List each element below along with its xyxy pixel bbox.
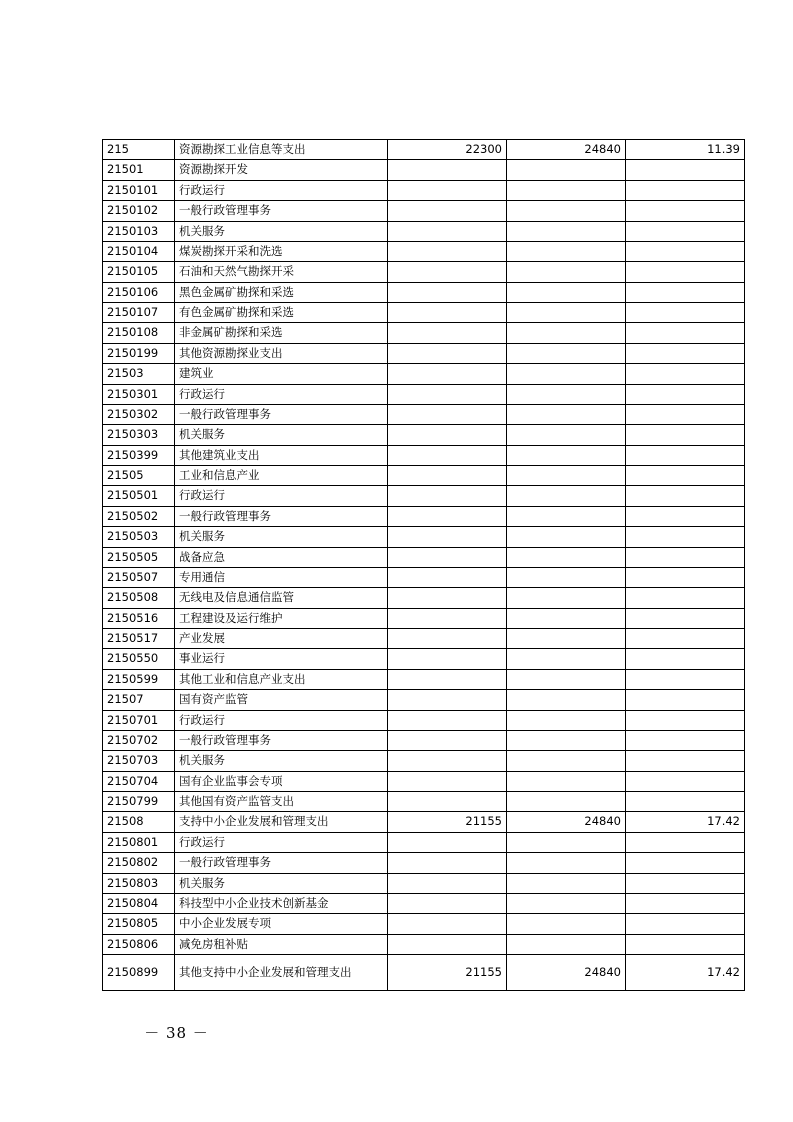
cell-item-name: 一般行政管理事务 [175, 853, 388, 873]
cell-value-3 [626, 893, 745, 913]
cell-value-1 [388, 547, 507, 567]
cell-item-name: 黑色金属矿勘探和采选 [175, 282, 388, 302]
cell-value-1 [388, 771, 507, 791]
cell-value-3 [626, 364, 745, 384]
cell-value-2 [507, 690, 626, 710]
cell-value-2 [507, 425, 626, 445]
cell-code: 2150550 [103, 649, 175, 669]
table-row [103, 934, 745, 954]
table-row [103, 669, 745, 689]
cell-item-name: 行政运行 [175, 832, 388, 852]
cell-item-name: 行政运行 [175, 180, 388, 200]
cell-value-3 [626, 832, 745, 852]
cell-value-3 [626, 323, 745, 343]
cell-value-1 [388, 527, 507, 547]
cell-code: 21503 [103, 364, 175, 384]
cell-value-3: 11.39 [626, 140, 745, 160]
cell-value-2 [507, 710, 626, 730]
cell-code: 2150505 [103, 547, 175, 567]
cell-code: 2150701 [103, 710, 175, 730]
cell-value-3 [626, 466, 745, 486]
cell-item-name: 其他国有资产监管支出 [175, 792, 388, 812]
cell-value-1: 21155 [388, 955, 507, 991]
cell-item-name: 产业发展 [175, 629, 388, 649]
cell-value-2 [507, 303, 626, 323]
page-number: － 38 － [144, 1024, 209, 1042]
cell-value-1 [388, 404, 507, 424]
cell-code: 2150805 [103, 914, 175, 934]
cell-value-3 [626, 445, 745, 465]
cell-code: 2150516 [103, 608, 175, 628]
cell-value-2 [507, 282, 626, 302]
cell-value-1 [388, 201, 507, 221]
cell-value-3 [626, 567, 745, 587]
table-row [103, 873, 745, 893]
cell-value-2 [507, 832, 626, 852]
page-footer [0, 1022, 793, 1043]
cell-value-1 [388, 751, 507, 771]
cell-value-2 [507, 567, 626, 587]
cell-code: 21507 [103, 690, 175, 710]
cell-value-3 [626, 934, 745, 954]
cell-item-name: 行政运行 [175, 384, 388, 404]
table-row [103, 955, 745, 991]
cell-value-1 [388, 160, 507, 180]
cell-item-name: 支持中小企业发展和管理支出 [175, 812, 388, 832]
table-row [103, 914, 745, 934]
cell-code: 2150503 [103, 527, 175, 547]
cell-value-2 [507, 873, 626, 893]
table-row [103, 853, 745, 873]
cell-code: 2150301 [103, 384, 175, 404]
cell-code: 2150501 [103, 486, 175, 506]
budget-expenditure-table [102, 139, 745, 991]
cell-value-2 [507, 608, 626, 628]
cell-value-1 [388, 425, 507, 445]
cell-value-2 [507, 466, 626, 486]
cell-value-1 [388, 303, 507, 323]
table-row [103, 588, 745, 608]
cell-value-2 [507, 506, 626, 526]
cell-value-3: 17.42 [626, 955, 745, 991]
cell-value-3 [626, 425, 745, 445]
cell-value-2: 24840 [507, 140, 626, 160]
cell-value-3 [626, 771, 745, 791]
cell-item-name: 无线电及信息通信监管 [175, 588, 388, 608]
cell-value-2 [507, 262, 626, 282]
cell-code: 2150899 [103, 955, 175, 991]
cell-value-1 [388, 486, 507, 506]
cell-code: 2150702 [103, 730, 175, 750]
table-row [103, 506, 745, 526]
cell-value-1 [388, 588, 507, 608]
cell-item-name: 一般行政管理事务 [175, 201, 388, 221]
table-row [103, 771, 745, 791]
cell-code: 215 [103, 140, 175, 160]
table-row [103, 445, 745, 465]
cell-code: 2150107 [103, 303, 175, 323]
table-row [103, 527, 745, 547]
cell-item-name: 煤炭勘探开采和洗选 [175, 241, 388, 261]
cell-value-1 [388, 323, 507, 343]
cell-value-1 [388, 567, 507, 587]
cell-value-3 [626, 914, 745, 934]
table-row [103, 262, 745, 282]
cell-item-name: 国有企业监事会专项 [175, 771, 388, 791]
cell-value-2 [507, 323, 626, 343]
cell-item-name: 行政运行 [175, 710, 388, 730]
cell-value-3 [626, 241, 745, 261]
cell-value-2 [507, 160, 626, 180]
cell-value-2 [507, 792, 626, 812]
cell-item-name: 机关服务 [175, 425, 388, 445]
cell-value-3 [626, 160, 745, 180]
cell-code: 2150104 [103, 241, 175, 261]
cell-item-name: 其他建筑业支出 [175, 445, 388, 465]
cell-value-1 [388, 893, 507, 913]
cell-value-1 [388, 221, 507, 241]
cell-code: 2150106 [103, 282, 175, 302]
cell-item-name: 中小企业发展专项 [175, 914, 388, 934]
cell-item-name: 一般行政管理事务 [175, 506, 388, 526]
cell-code: 2150803 [103, 873, 175, 893]
cell-item-name: 其他支持中小企业发展和管理支出 [175, 955, 388, 991]
table-row [103, 425, 745, 445]
cell-value-2 [507, 221, 626, 241]
table-row [103, 160, 745, 180]
cell-value-3 [626, 506, 745, 526]
table-row [103, 180, 745, 200]
cell-value-2 [507, 486, 626, 506]
table-row [103, 649, 745, 669]
cell-code: 2150507 [103, 567, 175, 587]
table-row [103, 893, 745, 913]
cell-code: 2150802 [103, 853, 175, 873]
table-row [103, 282, 745, 302]
cell-value-1 [388, 180, 507, 200]
cell-value-3 [626, 669, 745, 689]
cell-value-1 [388, 730, 507, 750]
cell-value-3 [626, 792, 745, 812]
cell-item-name: 非金属矿勘探和采选 [175, 323, 388, 343]
cell-value-2 [507, 343, 626, 363]
cell-code: 2150704 [103, 771, 175, 791]
cell-value-3 [626, 588, 745, 608]
cell-value-1: 22300 [388, 140, 507, 160]
cell-value-1 [388, 649, 507, 669]
cell-value-1 [388, 445, 507, 465]
table-row [103, 241, 745, 261]
cell-value-2: 24840 [507, 955, 626, 991]
cell-code: 2150108 [103, 323, 175, 343]
cell-item-name: 科技型中小企业技术创新基金 [175, 893, 388, 913]
cell-code: 2150502 [103, 506, 175, 526]
cell-value-2 [507, 201, 626, 221]
cell-value-3 [626, 404, 745, 424]
table-row [103, 384, 745, 404]
cell-code: 2150102 [103, 201, 175, 221]
cell-item-name: 一般行政管理事务 [175, 730, 388, 750]
cell-value-3 [626, 262, 745, 282]
table-row [103, 303, 745, 323]
cell-value-1 [388, 343, 507, 363]
cell-value-2 [507, 445, 626, 465]
table-row [103, 201, 745, 221]
cell-code: 2150517 [103, 629, 175, 649]
cell-value-1 [388, 282, 507, 302]
cell-value-2 [507, 853, 626, 873]
table-row [103, 567, 745, 587]
cell-value-1 [388, 669, 507, 689]
cell-value-2 [507, 588, 626, 608]
cell-value-2 [507, 914, 626, 934]
table-row [103, 751, 745, 771]
cell-value-3 [626, 873, 745, 893]
cell-value-3 [626, 608, 745, 628]
cell-value-3 [626, 221, 745, 241]
cell-value-1 [388, 853, 507, 873]
cell-item-name: 有色金属矿勘探和采选 [175, 303, 388, 323]
cell-value-3 [626, 547, 745, 567]
cell-item-name: 战备应急 [175, 547, 388, 567]
table-row [103, 832, 745, 852]
cell-item-name: 事业运行 [175, 649, 388, 669]
cell-value-1 [388, 832, 507, 852]
cell-code: 2150103 [103, 221, 175, 241]
cell-item-name: 其他工业和信息产业支出 [175, 669, 388, 689]
cell-value-1 [388, 364, 507, 384]
table-row [103, 486, 745, 506]
cell-item-name: 国有资产监管 [175, 690, 388, 710]
cell-value-3 [626, 343, 745, 363]
cell-code: 2150105 [103, 262, 175, 282]
cell-value-1 [388, 934, 507, 954]
cell-value-1 [388, 690, 507, 710]
cell-value-1 [388, 506, 507, 526]
cell-value-1 [388, 466, 507, 486]
table-row [103, 466, 745, 486]
cell-value-1 [388, 914, 507, 934]
cell-item-name: 专用通信 [175, 567, 388, 587]
table-row [103, 812, 745, 832]
cell-item-name: 资源勘探工业信息等支出 [175, 140, 388, 160]
table-row [103, 364, 745, 384]
table-row [103, 547, 745, 567]
cell-value-3 [626, 730, 745, 750]
cell-code: 2150199 [103, 343, 175, 363]
table-row [103, 690, 745, 710]
table-row [103, 710, 745, 730]
cell-value-3: 17.42 [626, 812, 745, 832]
table-row [103, 629, 745, 649]
cell-value-1 [388, 241, 507, 261]
cell-item-name: 工程建设及运行维护 [175, 608, 388, 628]
cell-value-2 [507, 893, 626, 913]
cell-code: 2150804 [103, 893, 175, 913]
table-row [103, 140, 745, 160]
cell-item-name: 机关服务 [175, 751, 388, 771]
table-row [103, 792, 745, 812]
cell-item-name: 机关服务 [175, 873, 388, 893]
cell-value-2: 24840 [507, 812, 626, 832]
cell-value-3 [626, 853, 745, 873]
cell-value-2 [507, 669, 626, 689]
cell-value-3 [626, 649, 745, 669]
cell-value-1 [388, 873, 507, 893]
cell-code: 2150508 [103, 588, 175, 608]
table-row [103, 343, 745, 363]
cell-value-3 [626, 710, 745, 730]
cell-value-3 [626, 486, 745, 506]
cell-value-3 [626, 303, 745, 323]
table-row [103, 221, 745, 241]
table-body [103, 140, 745, 991]
cell-code: 2150303 [103, 425, 175, 445]
cell-value-3 [626, 201, 745, 221]
cell-value-2 [507, 649, 626, 669]
cell-value-1: 21155 [388, 812, 507, 832]
cell-code: 2150302 [103, 404, 175, 424]
cell-value-2 [507, 404, 626, 424]
table-row [103, 730, 745, 750]
cell-code: 21501 [103, 160, 175, 180]
cell-code: 2150399 [103, 445, 175, 465]
cell-code: 2150801 [103, 832, 175, 852]
cell-item-name: 其他资源勘探业支出 [175, 343, 388, 363]
cell-item-name: 资源勘探开发 [175, 160, 388, 180]
cell-item-name: 石油和天然气勘探开采 [175, 262, 388, 282]
cell-value-3 [626, 690, 745, 710]
cell-value-2 [507, 730, 626, 750]
cell-value-3 [626, 527, 745, 547]
cell-item-name: 建筑业 [175, 364, 388, 384]
cell-item-name: 行政运行 [175, 486, 388, 506]
cell-value-3 [626, 282, 745, 302]
cell-value-1 [388, 262, 507, 282]
cell-value-3 [626, 180, 745, 200]
cell-item-name: 机关服务 [175, 221, 388, 241]
cell-value-1 [388, 629, 507, 649]
cell-code: 2150806 [103, 934, 175, 954]
cell-value-2 [507, 629, 626, 649]
cell-value-2 [507, 771, 626, 791]
table-row [103, 323, 745, 343]
cell-value-2 [507, 384, 626, 404]
cell-value-3 [626, 629, 745, 649]
cell-value-1 [388, 608, 507, 628]
cell-value-2 [507, 751, 626, 771]
cell-code: 2150703 [103, 751, 175, 771]
cell-item-name: 减免房租补贴 [175, 934, 388, 954]
cell-code: 21505 [103, 466, 175, 486]
table-row [103, 608, 745, 628]
cell-code: 2150599 [103, 669, 175, 689]
cell-value-2 [507, 934, 626, 954]
cell-item-name: 机关服务 [175, 527, 388, 547]
cell-value-1 [388, 384, 507, 404]
cell-item-name: 一般行政管理事务 [175, 404, 388, 424]
cell-value-2 [507, 547, 626, 567]
cell-value-1 [388, 710, 507, 730]
cell-value-1 [388, 792, 507, 812]
cell-value-2 [507, 180, 626, 200]
cell-code: 2150101 [103, 180, 175, 200]
cell-value-2 [507, 527, 626, 547]
table-row [103, 404, 745, 424]
cell-value-2 [507, 364, 626, 384]
cell-code: 2150799 [103, 792, 175, 812]
cell-value-3 [626, 751, 745, 771]
cell-value-2 [507, 241, 626, 261]
cell-value-3 [626, 384, 745, 404]
cell-item-name: 工业和信息产业 [175, 466, 388, 486]
cell-code: 21508 [103, 812, 175, 832]
